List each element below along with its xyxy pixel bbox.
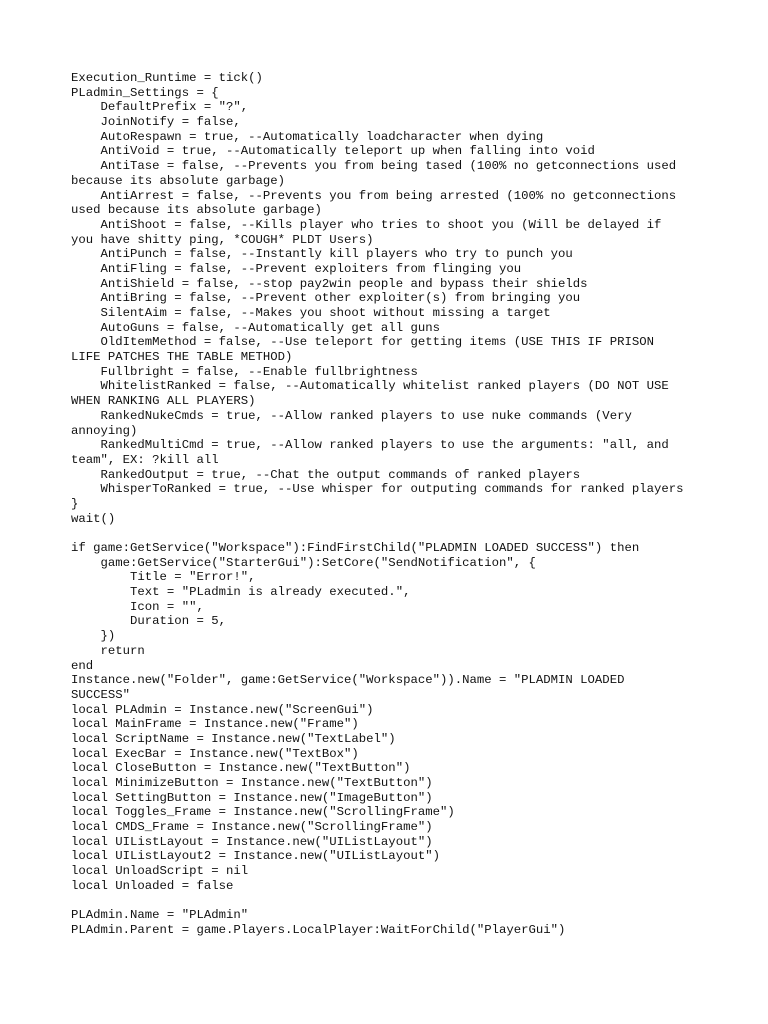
code-line: local MainFrame = Instance.new("Frame") bbox=[71, 717, 359, 732]
code-line: because its absolute garbage) bbox=[71, 173, 286, 188]
code-line: local UIListLayout2 = Instance.new("UIListLayout") bbox=[71, 849, 440, 864]
code-line: RankedOutput = true, --Chat the output commands of ranked players bbox=[71, 467, 581, 482]
code-line: }) bbox=[71, 629, 116, 644]
code-line bbox=[71, 526, 701, 541]
code-line: AntiShoot = false, --Kills player who tries to shoot you (Will be delayed if bbox=[71, 217, 662, 232]
code-line: return bbox=[71, 643, 145, 658]
code-line: PLAdmin.Parent = game.Players.LocalPlayer:WaitForChild("PlayerGui") bbox=[71, 922, 566, 937]
code-block bbox=[71, 71, 701, 938]
code-line bbox=[71, 894, 701, 909]
code-line: local ScriptName = Instance.new("TextLabel") bbox=[71, 731, 396, 746]
code-line: wait() bbox=[71, 511, 116, 526]
code-line: local Unloaded = false bbox=[71, 878, 234, 893]
code-line: local ExecBar = Instance.new("TextBox") bbox=[71, 746, 359, 761]
code-line: AntiFling = false, --Prevent exploiters from flinging you bbox=[71, 261, 522, 276]
code-line: SilentAim = false, --Makes you shoot without missing a target bbox=[71, 306, 551, 320]
code-line: team", EX: ?kill all bbox=[71, 452, 219, 467]
code-line: PLAdmin.Name = "PLAdmin" bbox=[71, 908, 249, 923]
code-line: RankedMultiCmd = true, --Allow ranked players to use the arguments: "all, and bbox=[71, 438, 669, 453]
code-line: WhitelistRanked = false, --Automatically whitelist ranked players (DO NOT USE bbox=[71, 379, 669, 394]
code-line: OldItemMethod = false, --Use teleport for getting items (USE THIS IF PRISON bbox=[71, 335, 654, 350]
code-line: LIFE PATCHES THE TABLE METHOD) bbox=[71, 350, 293, 365]
code-line: WhisperToRanked = true, --Use whisper for outputing commands for ranked players bbox=[71, 482, 684, 497]
code-line: Instance.new("Folder", game:GetService("Workspace")).Name = "PLADMIN LOADED bbox=[71, 673, 625, 688]
code-line: local UnloadScript = nil bbox=[71, 864, 249, 879]
code-line: local SettingButton = Instance.new("ImageButton") bbox=[71, 790, 433, 805]
code-line: annoying) bbox=[71, 423, 138, 438]
code-line: local Toggles_Frame = Instance.new("ScrollingFrame") bbox=[71, 805, 455, 820]
code-line: Duration = 5, bbox=[71, 614, 226, 629]
code-line: Title = "Error!", bbox=[71, 570, 256, 585]
code-line: AutoRespawn = true, --Automatically loadcharacter when dying bbox=[71, 129, 544, 144]
code-line: AntiPunch = false, --Instantly kill players who try to punch you bbox=[71, 247, 573, 262]
code-line: local UIListLayout = Instance.new("UIListLayout") bbox=[71, 834, 433, 849]
code-line: } bbox=[71, 496, 79, 511]
code-line: DefaultPrefix = "?", bbox=[71, 100, 249, 115]
code-line: AntiBring = false, --Prevent other exploiter(s) from bringing you bbox=[71, 291, 581, 306]
code-line: AntiTase = false, --Prevents you from being tased (100% no getconnections used bbox=[71, 159, 677, 174]
code-line: local CloseButton = Instance.new("TextButton") bbox=[71, 761, 411, 776]
code-line: AutoGuns = false, --Automatically get all guns bbox=[71, 320, 440, 335]
code-line: RankedNukeCmds = true, --Allow ranked players to use nuke commands (Very bbox=[71, 408, 632, 423]
code-line: local PLAdmin = Instance.new("ScreenGui") bbox=[71, 702, 374, 717]
code-line: PLadmin_Settings = { bbox=[71, 85, 219, 100]
code-line: used because its absolute garbage) bbox=[71, 203, 322, 218]
code-line: Execution_Runtime = tick() bbox=[71, 71, 263, 85]
code-line: AntiArrest = false, --Prevents you from being arrested (100% no getconnections bbox=[71, 188, 677, 203]
code-line: local MinimizeButton = Instance.new("TextButton") bbox=[71, 776, 433, 790]
code-line: WHEN RANKING ALL PLAYERS) bbox=[71, 394, 256, 409]
code-line: Text = "PLadmin is already executed.", bbox=[71, 585, 411, 600]
code-line: Icon = "", bbox=[71, 599, 204, 614]
code-line: you have shitty ping, *COUGH* PLDT Users) bbox=[71, 232, 374, 247]
code-line: local CMDS_Frame = Instance.new("ScrollingFrame") bbox=[71, 820, 433, 835]
code-line: AntiVoid = true, --Automatically teleport up when falling into void bbox=[71, 144, 595, 159]
code-line: SUCCESS" bbox=[71, 687, 131, 702]
code-line: end bbox=[71, 658, 94, 673]
code-line: Fullbright = false, --Enable fullbrightness bbox=[71, 364, 418, 379]
code-line: if game:GetService("Workspace"):FindFirstChild("PLADMIN LOADED SUCCESS") then bbox=[71, 541, 640, 555]
code-line: game:GetService("StarterGui"):SetCore("SendNotification", { bbox=[71, 555, 536, 570]
code-line: AntiShield = false, --stop pay2win people and bypass their shields bbox=[71, 276, 588, 291]
code-line: JoinNotify = false, bbox=[71, 115, 241, 130]
